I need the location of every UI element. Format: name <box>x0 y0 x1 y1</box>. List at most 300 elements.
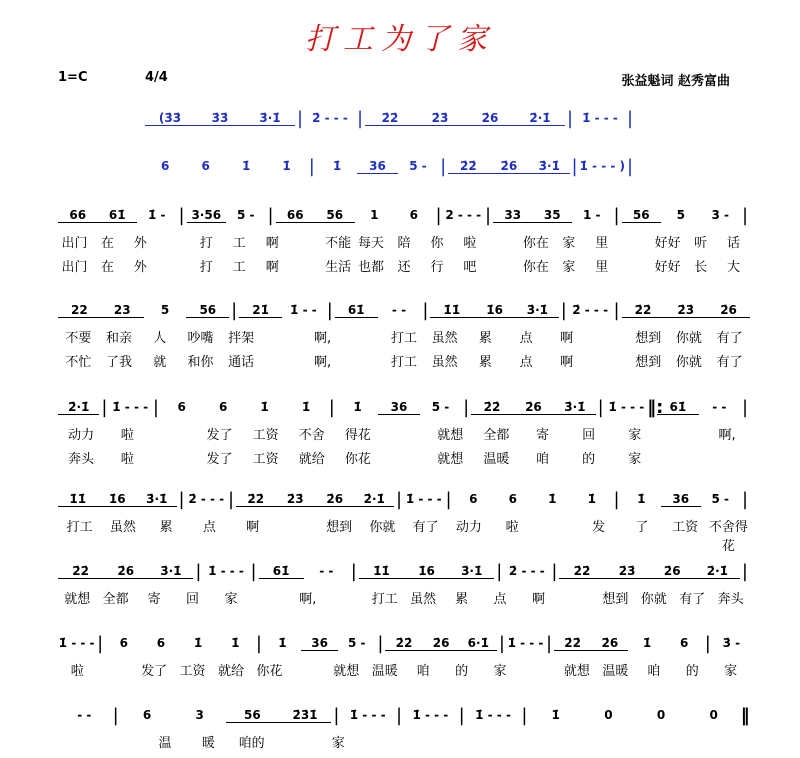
lyric-word <box>534 516 577 536</box>
lyric-line-3-verse-1 <box>58 424 750 444</box>
note-group: 6 <box>161 159 170 173</box>
song-title: 打工为了家 <box>305 22 495 57</box>
notation-line-2 <box>58 295 750 325</box>
lyric-word: 温暖 <box>483 452 510 467</box>
bar-line: | <box>97 632 104 654</box>
note-group: 1̇ <box>637 492 646 506</box>
bar-line: | <box>613 299 620 321</box>
note-group: 2̇ - - - <box>188 492 225 506</box>
note-group: 3̇·1̇ <box>148 564 193 579</box>
lyric-word <box>587 351 628 371</box>
lyric-line-3-verse-2 <box>58 448 750 468</box>
note-group: 2̇2̇ <box>365 111 415 126</box>
bar-line: | <box>445 488 452 510</box>
note-group: 2̇3̇ <box>415 111 465 126</box>
note-group: - - <box>77 708 92 722</box>
note-group: 3̇·1̇ <box>516 303 559 318</box>
bar-line: | <box>152 396 159 418</box>
note-group: 2̇6 <box>513 400 554 415</box>
lyric-word: 就想 <box>64 592 91 607</box>
lyric-word: 吵嘴 <box>187 331 214 346</box>
note-group: 1̇ - - - <box>58 636 95 650</box>
lyric-word: 外 <box>133 260 147 275</box>
note-group: 61̇ <box>98 208 138 223</box>
bar-line: | <box>498 632 505 654</box>
note-group: 0 <box>656 708 666 722</box>
lyric-word <box>262 351 303 371</box>
lyric-word: 啦 <box>120 452 134 467</box>
lyric-word <box>360 732 403 752</box>
lyric-word: 虽然 <box>431 355 458 370</box>
note-group: 5 - <box>409 159 427 173</box>
note-group: 23 <box>101 303 144 318</box>
note-group: 1̇ <box>278 636 287 650</box>
note-group: 1̇1̇ <box>430 303 473 318</box>
lyric-word: 啦 <box>505 520 519 535</box>
note-group: 1̇ <box>241 159 251 173</box>
lyric-word: 家 <box>628 428 642 443</box>
note-group: 2 - - - <box>445 208 482 222</box>
bar-line: | <box>560 299 567 321</box>
lyric-word <box>707 732 750 752</box>
lyric-word: 咱 <box>535 452 549 467</box>
note-group: 56 <box>622 208 662 223</box>
bar-line: | <box>308 155 315 177</box>
lyric-word: 累 <box>478 355 492 370</box>
lyric-word: 全都 <box>483 428 510 443</box>
lyric-word: 温 <box>158 736 172 751</box>
lyric-word <box>486 232 519 252</box>
bar-line: | <box>328 396 335 418</box>
lyric-word: 工资 <box>252 452 279 467</box>
note-group: 3̇·1̇ <box>554 400 595 415</box>
note-group: 61̇ <box>657 400 698 415</box>
bar-line: | <box>326 299 333 321</box>
note-group: 1̇6 <box>473 303 516 318</box>
lyric-word: 你就 <box>675 331 702 346</box>
lyric-word <box>289 232 322 252</box>
note-group: 6 <box>218 400 228 414</box>
lyric-word: 发了 <box>206 428 233 443</box>
note-group: 6 <box>119 636 128 650</box>
lyric-word: 不能 <box>325 236 352 251</box>
note-group: 1̇ - - - <box>582 111 618 125</box>
lyric-word: 你花 <box>344 452 371 467</box>
note-group: 36 <box>357 159 397 174</box>
lyric-word: 工资 <box>672 520 699 535</box>
notation-line-4 <box>58 484 750 514</box>
time-signature: 4/4 <box>145 70 168 85</box>
lyric-word: 啊 <box>560 355 574 370</box>
lyric-word <box>558 588 596 608</box>
lyric-word <box>289 256 322 276</box>
note-group: 1̇ - - - <box>507 636 544 650</box>
note-group: 5 - <box>236 208 255 222</box>
lyric-word <box>381 448 427 468</box>
note-group: 66 <box>58 208 98 223</box>
note-group: 1̇ - - - <box>349 708 386 722</box>
lyric-word: 好好 <box>654 236 681 251</box>
lyric-word <box>618 256 651 276</box>
lyric-word: 工资 <box>179 664 206 679</box>
intro-line-2 <box>145 151 635 181</box>
lyric-word: 好好 <box>654 260 681 275</box>
lyric-word: 陪 <box>397 236 411 251</box>
lyric-word: 你花 <box>256 664 283 679</box>
lyric-word: 想到 <box>602 592 629 607</box>
note-group: 1̇ - - - <box>412 708 449 722</box>
bar-line: | <box>267 204 274 226</box>
lyric-line-1-verse-1 <box>58 232 750 252</box>
lyric-line-2-verse-1 <box>58 327 750 347</box>
bar-line: | <box>484 204 492 226</box>
bar-line: | <box>231 299 238 321</box>
note-group: 1̇ <box>353 400 362 414</box>
lyric-word: 生活 <box>325 260 352 275</box>
bar-line: | <box>571 155 578 177</box>
lyric-word: 打 <box>199 236 213 251</box>
lyric-word: 你就 <box>369 520 396 535</box>
note-group: - - <box>319 564 334 578</box>
lyric-word <box>486 256 519 276</box>
notation-line-6 <box>58 628 750 658</box>
lyric-word <box>658 424 704 444</box>
lyric-word: 还 <box>397 260 411 275</box>
note-group: 22 <box>58 303 101 318</box>
lyric-word: 吧 <box>463 260 477 275</box>
lyric-word: 就想 <box>437 428 464 443</box>
note-group: 3 <box>195 708 204 722</box>
lyric-word: 行 <box>430 260 444 275</box>
note-group: - - <box>391 303 407 317</box>
lyric-word: 听 <box>694 236 708 251</box>
key-signature: 1=C <box>58 70 88 85</box>
bar-line: | <box>546 632 553 654</box>
lyric-word: 想到 <box>326 520 353 535</box>
lyric-word: 奔头 <box>68 452 95 467</box>
lyric-word: 有了 <box>716 331 743 346</box>
bar-line: | <box>435 204 442 226</box>
note-group: 1̇ <box>301 400 311 414</box>
bar-line: | <box>195 560 202 582</box>
lyric-word: 的 <box>582 452 596 467</box>
note-group: 35 <box>533 208 573 223</box>
note-group: 3̇·1̇ <box>137 492 177 507</box>
note-group: 2̇3̇1̇ <box>279 708 332 723</box>
note-group: 1̇ - - - ) <box>579 159 626 173</box>
lyric-word <box>327 588 365 608</box>
note-group: 2̇6 <box>465 111 515 126</box>
lyric-word: 啦 <box>120 428 134 443</box>
lyric-word <box>157 232 190 252</box>
note-group: 1̇ <box>332 159 342 173</box>
lyric-word: 点 <box>519 331 533 346</box>
note-group: 2̇2̇ <box>622 303 665 318</box>
lyric-word: 啊, <box>718 428 736 443</box>
lyric-word: 的 <box>455 664 469 679</box>
lyric-word: 点 <box>519 355 533 370</box>
bar-line: | <box>566 107 574 129</box>
note-group: 66 <box>276 208 316 223</box>
note-group: 1̇ - <box>147 208 166 222</box>
note-group: 1̇ - - - <box>475 708 511 722</box>
notation-line-3 <box>58 392 750 422</box>
note-group: 5 - <box>348 636 366 650</box>
lyric-word: 和亲 <box>106 331 133 346</box>
bar-line: | <box>458 704 465 726</box>
lyric-word: 就 <box>153 355 167 370</box>
lyric-word: 啦 <box>70 664 84 679</box>
lyric-word: 打工 <box>390 331 417 346</box>
lyric-word: 咱 <box>416 664 430 679</box>
lyric-word: 工 <box>232 236 246 251</box>
lyric-word: 和你 <box>187 355 214 370</box>
lyric-word: 的 <box>685 664 699 679</box>
note-group: 2̇ - - - <box>572 303 609 317</box>
lyric-word: 了我 <box>106 355 133 370</box>
lyric-word: 在 <box>100 260 114 275</box>
note-group: 6·1̇ <box>460 636 497 651</box>
lyric-word: 就给 <box>298 452 325 467</box>
note-group: 2̇3̇ <box>276 492 316 507</box>
lyric-word: 就想 <box>437 452 464 467</box>
note-group: 1̇ <box>231 636 240 650</box>
bar-line: | <box>395 704 403 726</box>
note-group: 2̇3̇ <box>664 303 707 318</box>
lyric-word <box>343 327 384 347</box>
note-group: 3̇ - <box>722 636 741 650</box>
note-group: 0 <box>604 708 613 722</box>
bar-line: | <box>741 396 749 418</box>
note-group: 33 <box>493 208 533 223</box>
note-group: 6 <box>142 708 152 722</box>
note-group: 6 <box>177 400 186 414</box>
lyric-word: 打工 <box>66 520 93 535</box>
note-group: 6 <box>201 159 210 173</box>
note-group: 1̇ <box>193 636 203 650</box>
note-group: 2̇3̇ <box>605 564 650 579</box>
lyric-word: 通话 <box>228 355 255 370</box>
lyric-word <box>100 732 143 752</box>
lyric-word <box>577 732 620 752</box>
lyric-word: 长 <box>694 260 708 275</box>
bar-line: | <box>101 396 108 418</box>
lyric-word: 家 <box>562 260 576 275</box>
lyric-word: 就想 <box>333 664 360 679</box>
lyric-word: 虽然 <box>109 520 136 535</box>
note-group: 2̇6 <box>489 159 529 174</box>
bar-line: | <box>741 488 749 510</box>
lyric-word <box>519 660 557 680</box>
note-group: 2̇·1̇ <box>355 492 395 507</box>
lyric-word <box>343 351 384 371</box>
bar-line: | <box>496 560 503 582</box>
bar-line: ‖: <box>647 396 664 418</box>
lyric-word: 动力 <box>455 520 482 535</box>
note-group: 3̇·1̇ <box>529 159 569 174</box>
lyric-line-1-verse-2 <box>58 256 750 276</box>
note-group: 1̇ - - <box>290 303 317 317</box>
lyric-word: 外 <box>133 236 147 251</box>
lyric-word: 点 <box>202 520 216 535</box>
note-group: 6 <box>508 492 517 506</box>
note-group: 36 <box>301 636 338 651</box>
note-group: 1̇ - - - <box>405 492 442 506</box>
bar-line: | <box>227 488 235 510</box>
lyric-word: 累 <box>478 331 492 346</box>
lyric-word: 虽然 <box>431 331 458 346</box>
lyric-word: 啊 <box>560 331 574 346</box>
bar-line: | <box>377 632 384 654</box>
lyric-word: 大 <box>727 260 741 275</box>
lyric-word: 发 <box>592 520 606 535</box>
note-group: 2̇6 <box>650 564 695 579</box>
lyric-word: 你就 <box>640 592 667 607</box>
note-group: 3 - <box>711 208 729 222</box>
note-group: 2̇ - - - <box>508 564 545 578</box>
note-group: 2̇·1̇ <box>695 564 740 579</box>
lyric-word: 工资 <box>252 428 279 443</box>
lyric-word <box>618 232 651 252</box>
lyric-word: 回 <box>582 428 596 443</box>
lyric-word: 暖 <box>201 736 215 751</box>
lyric-word: 发了 <box>141 664 168 679</box>
bar-line: | <box>626 107 634 129</box>
bar-line: | <box>255 632 262 654</box>
note-group: 0 <box>709 708 718 722</box>
lyric-word: 打工 <box>371 592 398 607</box>
bar-line: | <box>440 155 447 177</box>
lyric-word: 啊, <box>299 592 317 607</box>
note-group: 2̇6 <box>707 303 750 318</box>
lyric-word: 累 <box>159 520 173 535</box>
notation-line-1 <box>58 200 750 230</box>
note-group: 1̇ <box>282 159 291 173</box>
bar-line: | <box>463 396 470 418</box>
note-group: (3̇3̇ <box>145 111 195 126</box>
note-group: 21̇ <box>239 303 282 318</box>
lyric-word: 你在 <box>522 260 549 275</box>
lyric-word <box>447 732 490 752</box>
note-group: 1̇ - - - <box>112 400 149 414</box>
lyric-word: 了 <box>635 520 649 535</box>
note-group: - - <box>712 400 727 414</box>
bar-line: | <box>350 560 357 582</box>
intro-line-1 <box>145 103 635 133</box>
note-group: 61̇ <box>259 564 304 579</box>
lyric-word <box>704 448 750 468</box>
note-group: 5 - <box>431 400 450 414</box>
note-group: 2̇ - - - <box>312 111 348 125</box>
lyric-word: 就给 <box>217 664 244 679</box>
lyric-word: 想到 <box>635 355 662 370</box>
note-group: 2̇6 <box>315 492 355 507</box>
bar-line: | <box>112 704 119 726</box>
note-group: 56 <box>226 708 279 723</box>
lyric-word: 啊 <box>265 260 279 275</box>
note-group: 2̇·1̇ <box>515 111 565 126</box>
lyric-word: 家 <box>224 592 238 607</box>
lyric-word: 有了 <box>679 592 706 607</box>
bar-line: ‖ <box>740 704 750 726</box>
note-group: 2̇6 <box>103 564 148 579</box>
lyric-word: 有了 <box>716 355 743 370</box>
lyric-word: 有了 <box>412 520 439 535</box>
bar-line: | <box>741 560 748 582</box>
bar-line: | <box>296 107 304 129</box>
lyric-line-5-verse-1 <box>58 588 750 608</box>
lyric-word: 虽然 <box>410 592 437 607</box>
lyric-word <box>587 327 628 347</box>
lyric-word: 不忙 <box>65 355 92 370</box>
lyric-word: 得花 <box>344 428 371 443</box>
note-group: 5 - <box>711 492 729 506</box>
lyric-line-6-verse-1 <box>58 660 750 680</box>
lyric-word: 啊, <box>314 355 332 370</box>
lyric-word <box>533 732 576 752</box>
note-group: 3̇·1̇ <box>245 111 295 126</box>
lyric-word: 想到 <box>635 331 662 346</box>
note-group: 2̇2̇ <box>236 492 276 507</box>
credits: 张益魁词 赵秀富曲 <box>621 74 730 89</box>
lyric-word: 点 <box>493 592 507 607</box>
bar-line: | <box>613 204 620 226</box>
lyric-word: 出门 <box>61 260 88 275</box>
lyric-word: 不舍 <box>298 428 325 443</box>
note-group: 2̇2̇ <box>58 564 103 579</box>
lyric-word: 家 <box>628 452 642 467</box>
note-group: 2̇2̇ <box>554 636 591 651</box>
lyric-word: 出门 <box>61 236 88 251</box>
lyric-word: 你就 <box>675 355 702 370</box>
lyric-word <box>381 424 427 444</box>
note-group: 2̇2̇ <box>471 400 512 415</box>
lyric-word: 寄 <box>147 592 161 607</box>
bar-line: | <box>521 704 528 726</box>
lyric-word: 累 <box>455 592 469 607</box>
lyric-word: 啊 <box>246 520 260 535</box>
lyric-word: 不要 <box>65 331 92 346</box>
lyric-word: 发了 <box>206 452 233 467</box>
lyric-word: 温暖 <box>602 664 629 679</box>
lyric-word: 家 <box>493 664 507 679</box>
lyric-word: 也都 <box>358 260 385 275</box>
lyric-word: 温暖 <box>371 664 398 679</box>
lyric-word <box>273 732 316 752</box>
note-group: 1̇1̇ <box>359 564 404 579</box>
lyric-word: 咱 <box>647 664 661 679</box>
lyric-word: 回 <box>186 592 200 607</box>
note-group: 3̇·1̇ <box>449 564 494 579</box>
lyric-word: 不舍得花 <box>708 520 748 554</box>
note-group: 2̇2̇ <box>385 636 422 651</box>
note-group: 1̇ - - - <box>608 400 645 414</box>
note-group: 36 <box>378 400 419 415</box>
note-group: 3̇3̇ <box>195 111 245 126</box>
note-group: 6 <box>679 636 689 650</box>
note-group: 3·56 <box>187 208 227 223</box>
note-group: 1̇ <box>548 492 557 506</box>
note-group: 5 <box>160 303 170 317</box>
notation-line-5 <box>58 556 750 586</box>
lyric-word: 啊 <box>265 236 279 251</box>
note-group: 56 <box>186 303 229 318</box>
note-group: 1 - <box>582 208 601 222</box>
lyric-word <box>403 732 446 752</box>
note-group: 36 <box>661 492 701 507</box>
lyric-word: 打工 <box>390 355 417 370</box>
lyric-word: 就想 <box>563 664 590 679</box>
